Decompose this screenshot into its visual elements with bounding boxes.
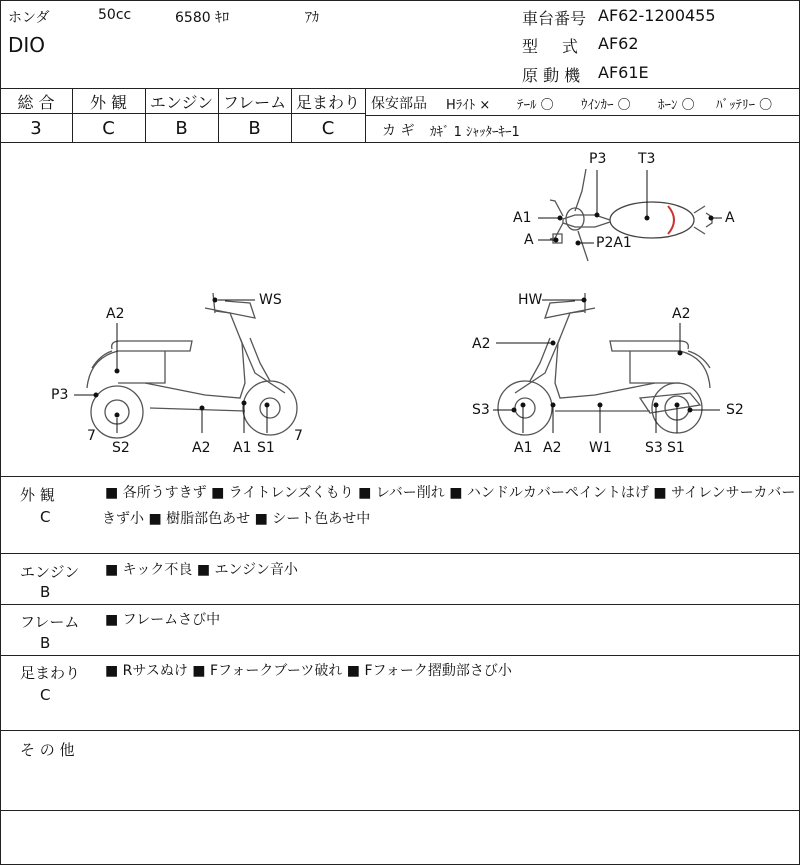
- maker: ホンダ: [8, 10, 50, 26]
- section-frame-grade: B: [40, 634, 51, 652]
- section-engine-notes: ■ キック不良 ■ エンジン音小: [105, 562, 298, 578]
- section-suspension-label: 足まわり: [20, 664, 81, 682]
- divider: [0, 553, 800, 554]
- divider: [0, 476, 800, 477]
- section-engine-grade: B: [40, 583, 51, 601]
- label-7-right: 7: [294, 428, 303, 444]
- divider: [0, 810, 800, 811]
- grade-exterior-label: 外 観: [89, 92, 128, 112]
- grade-suspension-value: C: [321, 117, 335, 139]
- label-7-left: 7: [87, 428, 96, 444]
- label-p2a1: P2A1: [596, 235, 632, 251]
- section-other-label: そ の 他: [20, 741, 75, 759]
- type-label-1: 型: [522, 37, 539, 56]
- label-ws: WS: [259, 292, 282, 308]
- engine-value: AF61E: [598, 63, 649, 82]
- label-a2-right-top: A2: [672, 306, 691, 322]
- label-w1-right: W1: [589, 440, 612, 456]
- engine-label: 原 動 機: [522, 66, 581, 85]
- grade-total-label: 総 合: [17, 92, 55, 112]
- label-s1-right: S1: [667, 440, 685, 456]
- grade-frame-label: フレーム: [222, 92, 287, 112]
- label-s2-right: S2: [726, 402, 744, 418]
- safety-headlight: Hﾗｲﾄ ×: [446, 98, 491, 113]
- label-a1-right: A1: [514, 440, 533, 456]
- label-a2-right-mid: A2: [472, 336, 491, 352]
- label-a2-right-bottom: A2: [543, 440, 562, 456]
- mileage: 6580 ｷﾛ: [175, 10, 230, 26]
- section-exterior-notes: [102, 480, 796, 532]
- label-s1-left: S1: [257, 440, 275, 456]
- grade-suspension-label: 足まわり: [295, 92, 360, 112]
- key-value: ｶｷﾞ 1 ｼｬｯﾀｰｷｰ1: [430, 125, 520, 140]
- label-hw: HW: [518, 292, 543, 308]
- safety-tail: ﾃｰﾙ 〇: [517, 98, 554, 113]
- key-label: カ ギ: [382, 123, 415, 139]
- section-exterior-label: 外 観: [20, 486, 55, 504]
- divider: [365, 115, 800, 116]
- label-a1-top: A1: [513, 210, 532, 226]
- condition-diagram: [0, 143, 800, 476]
- divider: [0, 730, 800, 731]
- displacement: 50cc: [98, 7, 132, 23]
- safety-horn: ﾎｰﾝ 〇: [658, 98, 695, 113]
- label-p3-top: P3: [589, 151, 607, 167]
- grade-frame-value: B: [248, 117, 261, 139]
- label-s3-right: S3: [472, 402, 490, 418]
- section-suspension-notes: ■ Rサスぬけ ■ Fフォークブーツ破れ ■ Fフォーク摺動部さび小: [105, 663, 512, 679]
- divider: [0, 655, 800, 656]
- divider: [365, 88, 366, 142]
- notes-line: きず小 ■ 樹脂部色あせ ■ シート色あせ中: [102, 511, 371, 527]
- frame-no: AF62-1200455: [598, 6, 716, 25]
- label-a2-left: A2: [106, 306, 125, 322]
- label-a1-left: A1: [233, 440, 252, 456]
- label-s3-right-bottom: S3: [645, 440, 663, 456]
- grade-engine-value: B: [175, 117, 188, 139]
- callout-lines: [74, 170, 722, 433]
- section-engine-label: エンジン: [20, 563, 80, 581]
- type-value: AF62: [598, 34, 639, 53]
- label-a2-left-bottom: A2: [192, 440, 211, 456]
- type-label-2: 式: [562, 37, 579, 56]
- section-exterior-grade: C: [40, 508, 51, 526]
- label-t3-top: T3: [638, 151, 656, 167]
- safety-winker: ｳｲﾝｶｰ 〇: [581, 98, 631, 113]
- safety-label: 保安部品: [371, 96, 427, 112]
- label-s2-left: S2: [112, 440, 130, 456]
- section-frame-label: フレーム: [20, 613, 80, 631]
- notes-line: ■ 各所うすきず ■ ライトレンズくもり ■ レバー削れ ■ ハンドルカバーペイントはげ ■ サイレンサーカバー: [105, 485, 796, 501]
- label-p3-left: P3: [51, 387, 69, 403]
- divider: [0, 604, 800, 605]
- label-a-right: A: [725, 210, 735, 226]
- frame-no-label: 車台番号: [522, 9, 587, 28]
- grade-engine-label: エンジン: [149, 92, 214, 112]
- grade-exterior-value: C: [102, 117, 115, 139]
- color: ｱｶ: [305, 10, 319, 26]
- grade-total-value: 3: [30, 117, 42, 139]
- model-name: DIO: [8, 33, 46, 57]
- section-suspension-grade: C: [40, 686, 51, 704]
- section-frame-notes: ■ フレームさび中: [105, 612, 221, 628]
- safety-battery: ﾊﾞｯﾃﾘｰ 〇: [716, 98, 773, 113]
- label-a-left: A: [524, 232, 534, 248]
